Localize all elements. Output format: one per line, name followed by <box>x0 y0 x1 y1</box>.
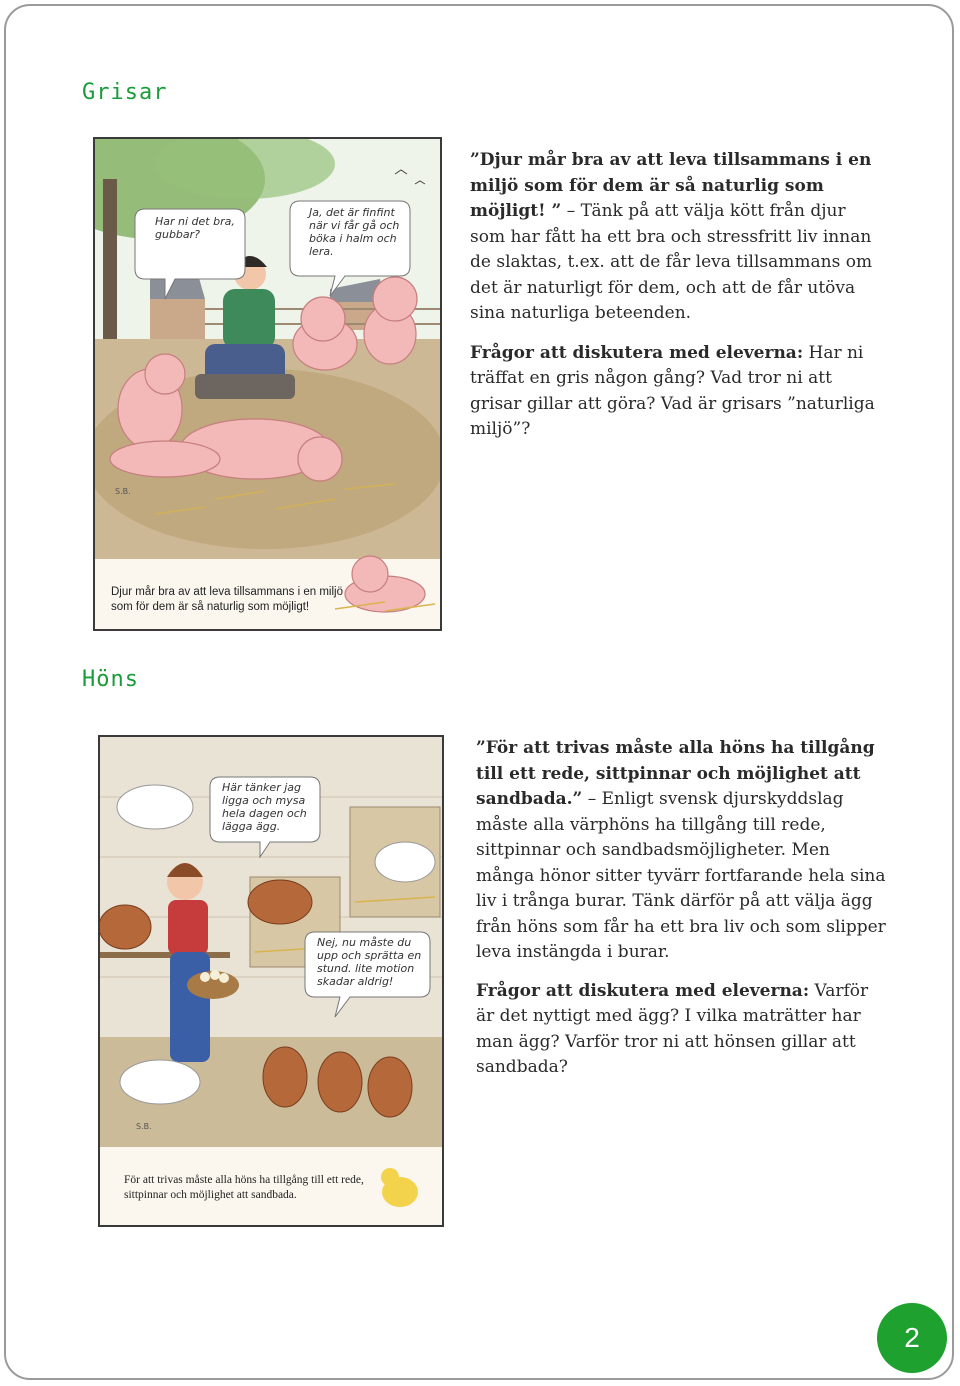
bubble-text-rooster: Nej, nu måste du upp och sprätta en stund. lite motion skadar aldrig! <box>317 936 422 988</box>
section-title-grisar: Grisar <box>82 80 168 105</box>
caption-line-1: För att trivas måste alla höns ha tillgång till ett rede, <box>124 1174 364 1186</box>
grisar-text-block <box>470 148 880 443</box>
brown-hen-box <box>248 880 312 924</box>
white-hen-top <box>117 785 193 829</box>
caption-line-1: Djur mår bra av att leva tillsammans i en miljö <box>111 586 343 598</box>
white-hen-bottom <box>120 1060 200 1104</box>
bubble-text-hen: Här tänker jag ligga och mysa hela dagen och lägga ägg. <box>222 781 307 833</box>
grisar-quote: ”Djur mår bra av att leva tillsammans i en miljö som för dem är så naturlig som möjligt! ” <box>470 150 872 221</box>
boy-shirt <box>168 900 208 955</box>
pig-lying-small <box>110 441 220 477</box>
brown-hen-perch <box>100 905 151 949</box>
hons-text-block <box>476 736 886 1081</box>
caption-line-2: som för dem är så naturlig som möjligt! <box>111 601 310 613</box>
hons-quote-rest: – Enligt svensk djurskyddslag måste alla värphöns ha tillgång till rede, sittpinnar och sandbadsmöjligheter. Men många hönor sitter tyvärr fortfarande hela sina liv i trånga burar. Tänk därför på att välja ägg från höns som får ha ett bra liv och som slipper leva instängda i burar. <box>476 789 886 962</box>
brown-hen-1 <box>263 1047 307 1107</box>
section-title-hons: Höns <box>82 667 139 692</box>
illustrator-signature: S.B. <box>115 487 131 496</box>
hons-questions-paragraph <box>476 979 886 1081</box>
hons-questions: Varför är det nyttigt med ägg? I vilka maträtter har man ägg? Varför tror ni att hönsen gillar att sandbada? <box>476 980 869 1077</box>
brown-hen-2 <box>318 1052 362 1112</box>
bubble-text-farmer: Har ni det bra, gubbar? <box>155 215 235 241</box>
bubble-text-pig: Ja, det är finfint när vi får gå och böka i halm och lera. <box>309 206 400 258</box>
hons-quote-paragraph <box>476 736 886 966</box>
white-hen-nest <box>375 842 435 882</box>
grisar-questions-paragraph <box>470 341 880 443</box>
page-number-badge: 2 <box>877 1303 947 1373</box>
grisar-quote-paragraph <box>470 148 880 327</box>
caption-line-2: sittpinnar och möjlighet att sandbada. <box>124 1189 297 1201</box>
grisar-quote-rest: – Tänk på att välja kött från djur som har fått ha ett bra och stressfritt liv innan de slaktas, t.ex. att de får leva tillsammans om det är naturligt för dem, och att de får utöva sina naturliga beteenden. <box>470 201 873 323</box>
hen-illustration <box>98 735 444 1227</box>
pig-illustration <box>93 137 442 631</box>
brown-hen-3 <box>368 1057 412 1117</box>
hons-quote: ”För att trivas måste alla höns ha tillgång till ett rede, sittpinnar och möjlighet att sandbada.” <box>476 738 875 809</box>
caption-area <box>100 1153 442 1225</box>
farmer-shirt <box>223 289 275 349</box>
hons-questions-heading: Frågor att diskutera med eleverna: <box>476 980 810 1001</box>
grisar-questions-heading: Frågor att diskutera med eleverna: <box>470 342 804 363</box>
boy-overalls <box>170 952 210 1062</box>
caption-area <box>95 557 440 629</box>
grisar-questions: Har ni träffat en gris någon gång? Vad tror ni att grisar gillar att göra? Vad är grisars ”naturliga miljö”? <box>470 342 875 439</box>
illustrator-signature: S.B. <box>136 1122 152 1131</box>
